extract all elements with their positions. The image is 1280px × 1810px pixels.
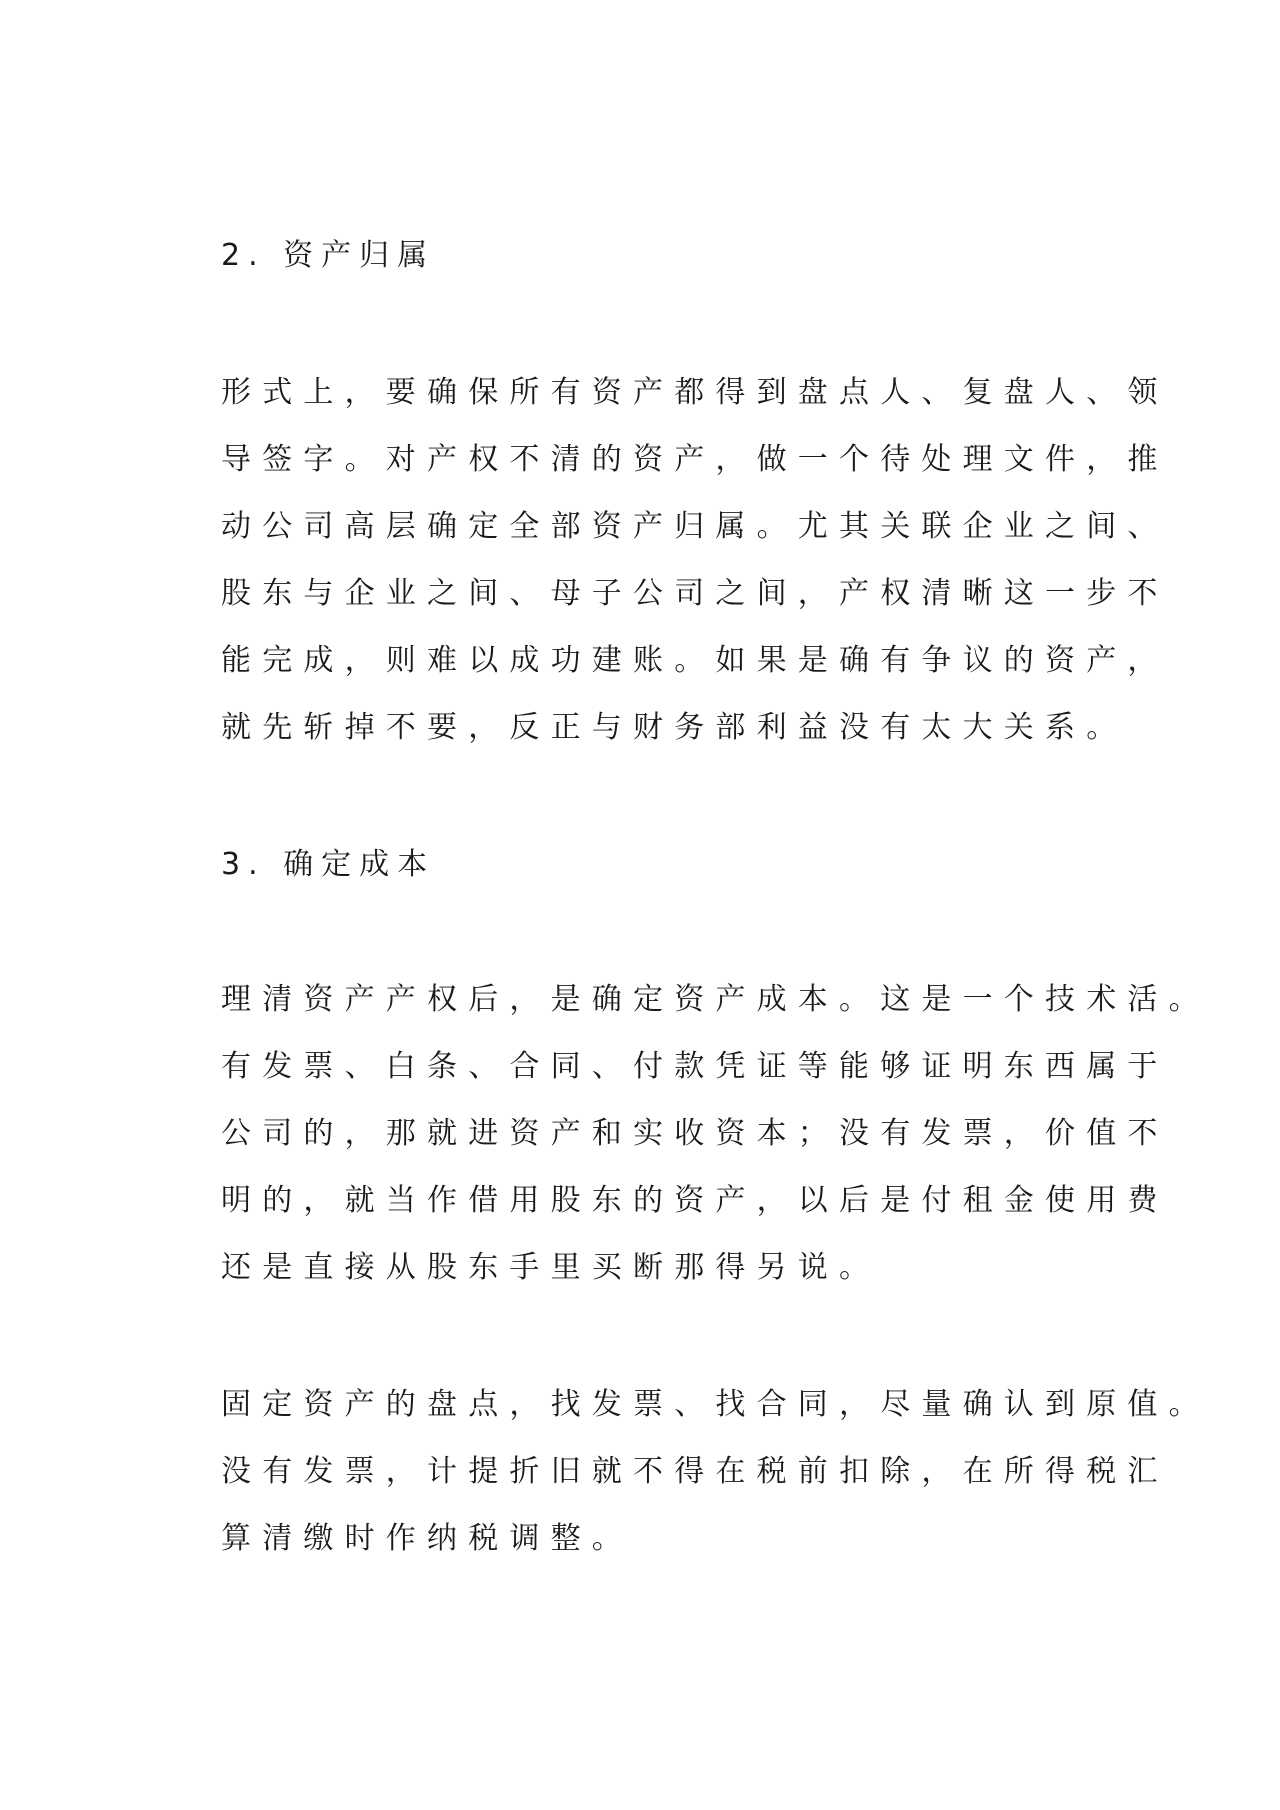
paragraph-line: 形式上，要确保所有资产都得到盘点人、复盘人、领 xyxy=(221,375,1169,410)
section-3-heading: 3. 确定成本 xyxy=(221,847,436,882)
paragraph-line: 没有发票，计提折旧就不得在税前扣除，在所得税汇 xyxy=(221,1454,1169,1489)
paragraph-line: 动公司高层确定全部资产归属。尤其关联企业之间、 xyxy=(221,509,1169,544)
paragraph-line: 还是直接从股东手里买断那得另说。 xyxy=(221,1250,881,1285)
section-2-heading: 2. 资产归属 xyxy=(221,238,436,273)
paragraph-line: 算清缴时作纳税调整。 xyxy=(221,1521,633,1556)
paragraph-line: 股东与企业之间、母子公司之间，产权清晰这一步不 xyxy=(221,576,1169,611)
paragraph-line: 导签字。对产权不清的资产，做一个待处理文件，推 xyxy=(221,442,1169,477)
paragraph-line: 明的，就当作借用股东的资产，以后是付租金使用费 xyxy=(221,1183,1169,1218)
paragraph-line: 能完成，则难以成功建账。如果是确有争议的资产， xyxy=(221,643,1169,678)
paragraph-line: 理清资产产权后，是确定资产成本。这是一个技术活。 xyxy=(221,982,1210,1017)
paragraph-line: 有发票、白条、合同、付款凭证等能够证明东西属于 xyxy=(221,1049,1169,1084)
paragraph-line: 固定资产的盘点，找发票、找合同，尽量确认到原值。 xyxy=(221,1387,1210,1422)
paragraph-line: 就先斩掉不要，反正与财务部利益没有太大关系。 xyxy=(221,710,1128,745)
paragraph-line: 公司的，那就进资产和实收资本；没有发票，价值不 xyxy=(221,1116,1169,1151)
